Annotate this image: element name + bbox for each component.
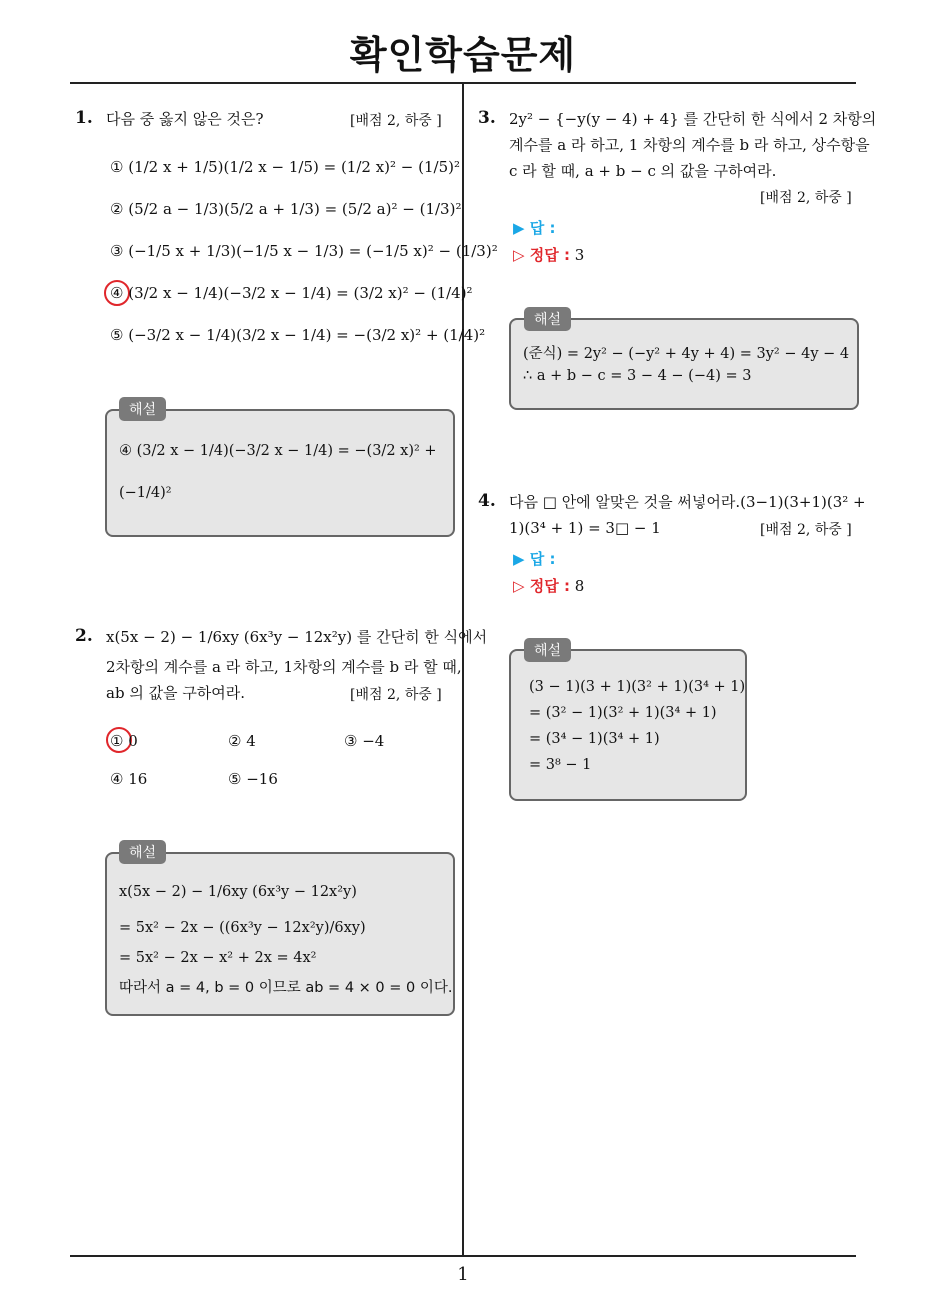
solution-line: (−1/4)² xyxy=(119,485,172,501)
choice-5[interactable]: ⑤ (−3/2 x − 1/4)(3/2 x − 1/4) = −(3/2 x)² + (1/4)² xyxy=(110,326,486,344)
score-label: [배점 2, 하중 ] xyxy=(350,113,442,129)
solution-line: x(5x − 2) − 1/6xy (6x³y − 12x²y) xyxy=(119,884,357,900)
solution-line: ∴ a + b − c = 3 − 4 − (−4) = 3 xyxy=(523,368,752,384)
solution-line: (준식) = 2y² − (−y² + 4y + 4) = 3y² − 4y − 4 xyxy=(523,346,850,362)
score-label: [배점 2, 하중 ] xyxy=(350,687,442,703)
question-text-line: 1)(3⁴ + 1) = 3□ − 1 xyxy=(509,519,661,537)
solution-line: = 5x² − 2x − x² + 2x = 4x² xyxy=(119,950,317,966)
choice-3[interactable]: ③ (−1/5 x + 1/3)(−1/5 x − 1/3) = (−1/5 x)² − (1/3)² xyxy=(110,242,498,260)
solution-box xyxy=(105,409,455,537)
solution-tag: 해설 xyxy=(119,840,166,864)
question-text-line: 계수를 a 라 하고, 1 차항의 계수를 b 라 하고, 상수항을 xyxy=(509,136,870,154)
question-text-line: 2y² − {−y(y − 4) + 4} 를 간단히 한 식에서 2 차항의 xyxy=(509,110,877,128)
answer-prompt: ▶ 답 : xyxy=(513,550,556,568)
solution-line: (3 − 1)(3 + 1)(3² + 1)(3⁴ + 1) xyxy=(529,679,746,695)
score-label: [배점 2, 하중 ] xyxy=(760,522,852,538)
solution-box xyxy=(509,649,747,801)
choice-4[interactable]: ④ (3/2 x − 1/4)(−3/2 x − 1/4) = (3/2 x)² − (1/4)² xyxy=(110,284,473,302)
solution-line: = 3⁸ − 1 xyxy=(529,757,592,773)
solution-box xyxy=(509,318,859,410)
question-text: 다음 중 옳지 않은 것은? xyxy=(106,110,264,128)
question-text-line: 2차항의 계수를 a 라 하고, 1차항의 계수를 b 라 할 때, xyxy=(106,658,462,676)
choice-3[interactable]: ③ −4 xyxy=(344,732,385,750)
solution-tag: 해설 xyxy=(119,397,166,421)
bottom-divider xyxy=(70,1255,856,1257)
choice-2[interactable]: ② 4 xyxy=(228,732,256,750)
solution-line: ④ (3/2 x − 1/4)(−3/2 x − 1/4) = −(3/2 x)² + xyxy=(119,443,437,459)
choice-4[interactable]: ④ 16 xyxy=(110,770,148,788)
solution-line: = 5x² − 2x − ((6x³y − 12x²y)/6xy) xyxy=(119,920,366,936)
score-label: [배점 2, 하중 ] xyxy=(760,190,852,206)
correct-value: 3 xyxy=(574,246,585,264)
question-number: 4. xyxy=(478,491,496,511)
question-number: 2. xyxy=(75,626,93,646)
correct-value: 8 xyxy=(574,577,585,595)
question-text-line: x(5x − 2) − 1/6xy (6x³y − 12x²y) 를 간단히 한 식에서 xyxy=(106,628,488,646)
question-text-line: ab 의 값을 구하여라. xyxy=(106,684,246,702)
solution-box xyxy=(105,852,455,1016)
correct-answer-row xyxy=(513,575,584,596)
correct-answer-row xyxy=(513,244,584,265)
solution-line: 따라서 a = 4, b = 0 이므로 ab = 4 × 0 = 0 이다. xyxy=(119,980,453,996)
choice-5[interactable]: ⑤ −16 xyxy=(228,770,278,788)
solution-line: = (3² − 1)(3² + 1)(3⁴ + 1) xyxy=(529,705,717,721)
answer-prompt: ▶ 답 : xyxy=(513,219,556,237)
correct-label: ▷ 정답 : xyxy=(513,246,570,264)
solution-tag: 해설 xyxy=(524,638,571,662)
question-text-line: c 라 할 때, a + b − c 의 값을 구하여라. xyxy=(509,162,777,180)
correct-label: ▷ 정답 : xyxy=(513,577,570,595)
solution-line: = (3⁴ − 1)(3⁴ + 1) xyxy=(529,731,660,747)
choice-2[interactable]: ② (5/2 a − 1/3)(5/2 a + 1/3) = (5/2 a)² − (1/3)² xyxy=(110,200,462,218)
page-title: 확인학습문제 xyxy=(349,33,577,77)
choice-1[interactable]: ① (1/2 x + 1/5)(1/2 x − 1/5) = (1/2 x)² − (1/5)² xyxy=(110,158,461,176)
solution-tag: 해설 xyxy=(524,307,571,331)
question-number: 1. xyxy=(75,108,93,128)
question-text-line: 다음 □ 안에 알맞은 것을 써넣어라.(3−1)(3+1)(3² + xyxy=(509,493,866,511)
question-number: 3. xyxy=(478,108,496,128)
page-number: 1 xyxy=(457,1264,469,1285)
choice-1[interactable]: ① 0 xyxy=(110,732,138,750)
